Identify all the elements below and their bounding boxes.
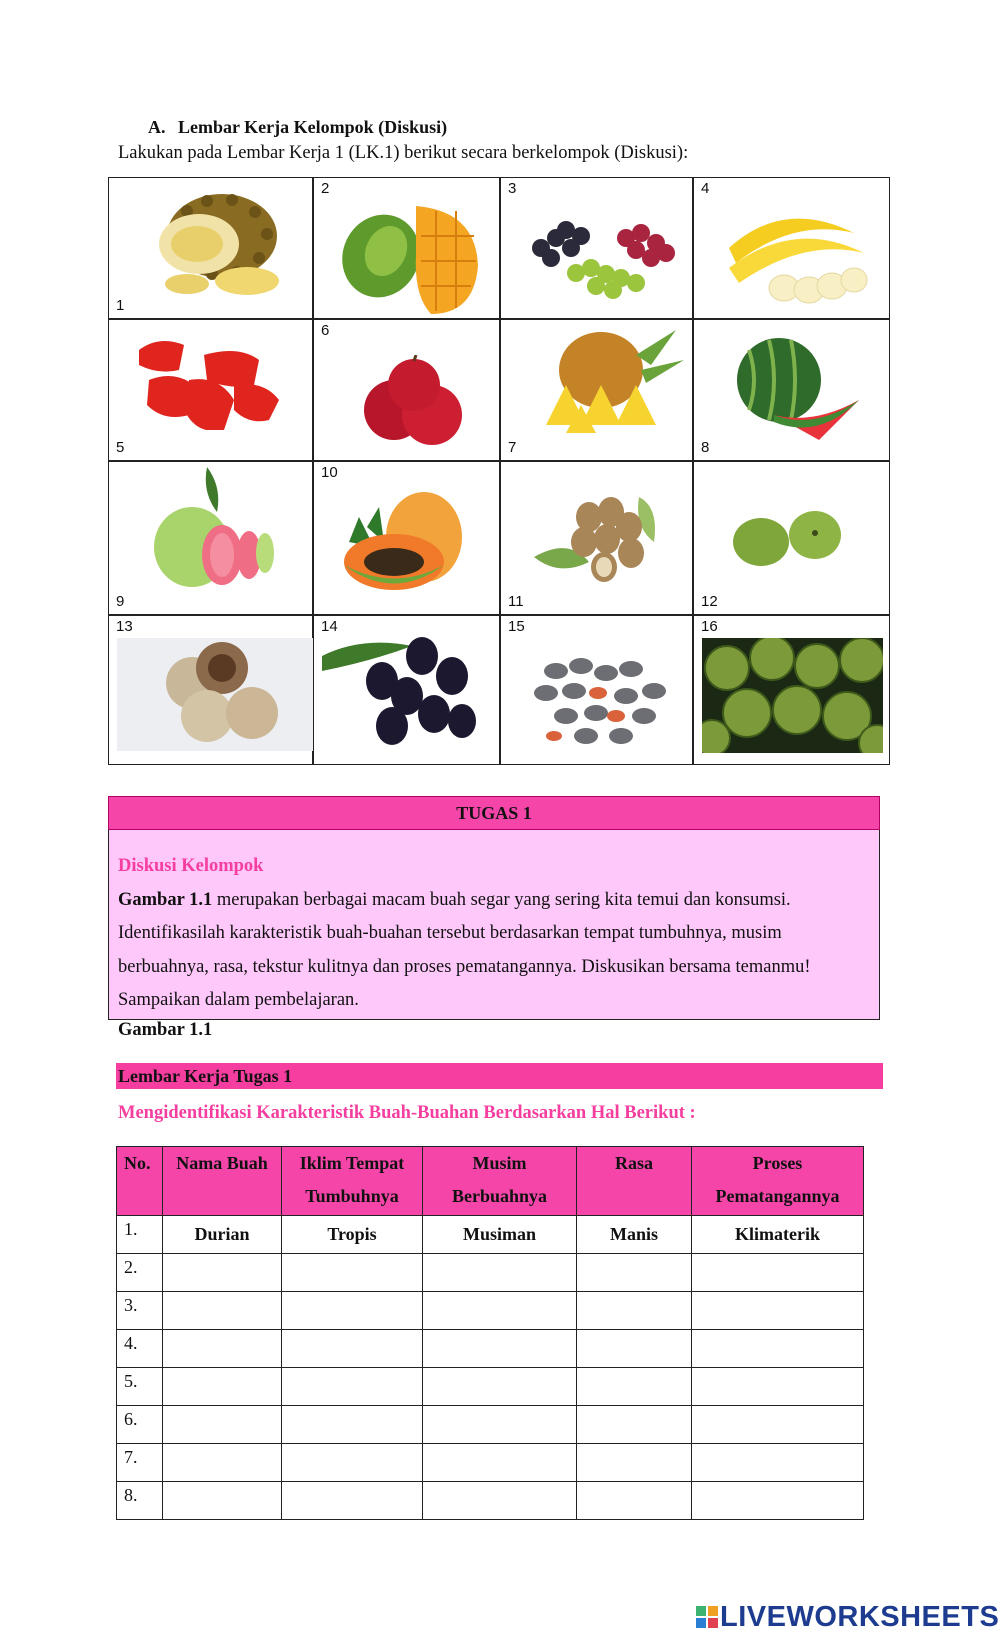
- worksheet-title-bar: Lembar Kerja Tugas 1: [116, 1063, 883, 1089]
- column-header: Iklim Tempat Tumbuhnya: [282, 1147, 423, 1216]
- fruit-number: 7: [508, 439, 517, 456]
- figure-caption: Gambar 1.1: [118, 1020, 213, 1040]
- fruit-cell: [500, 319, 693, 461]
- cell-taste[interactable]: [577, 1368, 692, 1406]
- cell-season[interactable]: [423, 1444, 577, 1482]
- table-row: [117, 1444, 864, 1482]
- row-number: 6.: [117, 1406, 163, 1444]
- table-row: [117, 1406, 864, 1444]
- section-intro: Lakukan pada Lembar Kerja 1 (LK.1) berikut secara berkelompok (Diskusi):: [118, 143, 689, 163]
- row-number: 8.: [117, 1482, 163, 1520]
- cell-climate[interactable]: [282, 1254, 423, 1292]
- cell-ripening[interactable]: [692, 1330, 864, 1368]
- fruit-cell: [313, 319, 500, 461]
- durian-icon: [127, 186, 287, 301]
- logo-mark-icon: [696, 1606, 718, 1628]
- task-header: TUGAS 1: [108, 796, 880, 830]
- column-header: Nama Buah: [163, 1147, 282, 1216]
- fruit-cell: [693, 319, 890, 461]
- fruit-number: 15: [508, 618, 525, 635]
- task-text-body: merupakan berbagai macam buah segar yang sering kita temui dan konsumsi. Identifikasilah karakteristik buah-buahan tersebut berdasarkan tempat tumbuhnya, musim berbuahnya, rasa, tekstur kulitnya dan proses pematangannya. Diskusikan bersama temanmu! Sampaikan dalam pembelajaran.: [118, 889, 811, 1010]
- fruit-number: 8: [701, 439, 710, 456]
- fruit-image-grid: [108, 177, 890, 765]
- cell-climate[interactable]: [282, 1406, 423, 1444]
- papaya-icon: [339, 487, 479, 602]
- cell-fruit-name[interactable]: [163, 1444, 282, 1482]
- cell-season: Musiman: [423, 1216, 577, 1254]
- fruit-number: 5: [116, 439, 125, 456]
- cell-season[interactable]: [423, 1254, 577, 1292]
- apple-icon: [344, 355, 479, 455]
- fruit-number: 4: [701, 180, 710, 197]
- cell-ripening[interactable]: [692, 1444, 864, 1482]
- cell-ripening: Klimaterik: [692, 1216, 864, 1254]
- soursop-icon: [702, 638, 883, 753]
- cell-taste[interactable]: [577, 1292, 692, 1330]
- fruit-number: 14: [321, 618, 338, 635]
- cell-fruit-name[interactable]: [163, 1330, 282, 1368]
- cell-climate[interactable]: [282, 1368, 423, 1406]
- mango-icon: [336, 196, 486, 316]
- fruit-number: 1: [116, 297, 125, 314]
- fruit-cell: [500, 177, 693, 319]
- table-row: [117, 1368, 864, 1406]
- fruit-cell: [313, 615, 500, 765]
- cell-fruit-name[interactable]: [163, 1406, 282, 1444]
- grapes-icon: [521, 208, 681, 308]
- cell-season[interactable]: [423, 1368, 577, 1406]
- worksheet-table: [116, 1146, 864, 1520]
- table-row: [117, 1330, 864, 1368]
- cell-climate[interactable]: [282, 1444, 423, 1482]
- task-subtitle: Diskusi Kelompok: [118, 856, 264, 876]
- fruit-cell: [108, 615, 313, 765]
- cell-ripening[interactable]: [692, 1406, 864, 1444]
- cell-season[interactable]: [423, 1292, 577, 1330]
- table-row: [117, 1292, 864, 1330]
- cell-taste[interactable]: [577, 1444, 692, 1482]
- cell-fruit-name[interactable]: [163, 1368, 282, 1406]
- cell-climate: Tropis: [282, 1216, 423, 1254]
- cell-fruit-name[interactable]: [163, 1254, 282, 1292]
- watermelon-icon: [729, 330, 869, 440]
- task-text: [118, 884, 870, 1018]
- fruit-cell: [500, 615, 693, 765]
- fruit-number: 11: [508, 593, 524, 610]
- fruit-cell: [693, 461, 890, 615]
- fruit-cell: [693, 177, 890, 319]
- fruit-number: 16: [701, 618, 718, 635]
- table-row: [117, 1482, 864, 1520]
- seeds-icon: [526, 651, 681, 751]
- section-heading: [148, 117, 447, 138]
- cell-fruit-name[interactable]: [163, 1292, 282, 1330]
- row-number: 2.: [117, 1254, 163, 1292]
- longan-icon: [117, 638, 313, 751]
- fruit-cell: [108, 319, 313, 461]
- table-header-row: [117, 1147, 864, 1216]
- fruit-cell: [108, 461, 313, 615]
- fruit-cell: [500, 461, 693, 615]
- column-header: Proses Pematangannya: [692, 1147, 864, 1216]
- cell-taste[interactable]: [577, 1330, 692, 1368]
- worksheet-instruction: Mengidentifikasi Karakteristik Buah-Buahan Berdasarkan Hal Berikut :: [118, 1103, 696, 1123]
- row-number: 1.: [117, 1216, 163, 1254]
- liveworksheets-logo: [696, 1601, 999, 1634]
- row-number: 3.: [117, 1292, 163, 1330]
- row-number: 4.: [117, 1330, 163, 1368]
- row-number: 5.: [117, 1368, 163, 1406]
- cell-climate[interactable]: [282, 1482, 423, 1520]
- cell-taste[interactable]: [577, 1254, 692, 1292]
- cell-season[interactable]: [423, 1406, 577, 1444]
- task-body: [108, 830, 880, 1020]
- cell-ripening[interactable]: [692, 1254, 864, 1292]
- row-number: 7.: [117, 1444, 163, 1482]
- fruit-number: 9: [116, 593, 125, 610]
- fruit-cell: [313, 177, 500, 319]
- logo-text: LIVEWORKSHEETS: [720, 1601, 1000, 1633]
- fruit-number: 6: [321, 322, 330, 339]
- fruit-cell: [693, 615, 890, 765]
- table-row: [117, 1254, 864, 1292]
- pineapple-icon: [526, 325, 686, 435]
- table-row: [117, 1216, 864, 1254]
- cell-ripening[interactable]: [692, 1368, 864, 1406]
- cell-taste: Manis: [577, 1216, 692, 1254]
- fruit-number: 12: [701, 593, 718, 610]
- fruit-number: 13: [116, 618, 133, 635]
- banana-icon: [724, 208, 879, 308]
- rose-apple-icon: [129, 330, 289, 430]
- cell-season[interactable]: [423, 1330, 577, 1368]
- fruit-number: 10: [321, 464, 338, 481]
- cell-climate[interactable]: [282, 1330, 423, 1368]
- green-fruit-icon: [729, 507, 849, 572]
- cell-fruit-name[interactable]: [163, 1482, 282, 1520]
- fruit-cell: [313, 461, 500, 615]
- fruit-cell: [108, 177, 313, 319]
- cell-ripening[interactable]: [692, 1292, 864, 1330]
- cell-taste[interactable]: [577, 1482, 692, 1520]
- section-letter: A.: [148, 117, 166, 137]
- cell-season[interactable]: [423, 1482, 577, 1520]
- fruit-number: 2: [321, 180, 330, 197]
- fruit-number: 3: [508, 180, 517, 197]
- column-header: Musim Berbuahnya: [423, 1147, 577, 1216]
- java-plum-icon: [322, 636, 490, 749]
- section-title: Lembar Kerja Kelompok (Diskusi): [178, 117, 448, 137]
- cell-taste[interactable]: [577, 1406, 692, 1444]
- column-header: No.: [117, 1147, 163, 1216]
- cell-ripening[interactable]: [692, 1482, 864, 1520]
- cell-fruit-name: Durian: [163, 1216, 282, 1254]
- sapodilla-icon: [529, 487, 679, 592]
- guava-icon: [137, 467, 287, 592]
- cell-climate[interactable]: [282, 1292, 423, 1330]
- task-text-lead: Gambar 1.1: [118, 889, 213, 910]
- column-header: Rasa: [577, 1147, 692, 1216]
